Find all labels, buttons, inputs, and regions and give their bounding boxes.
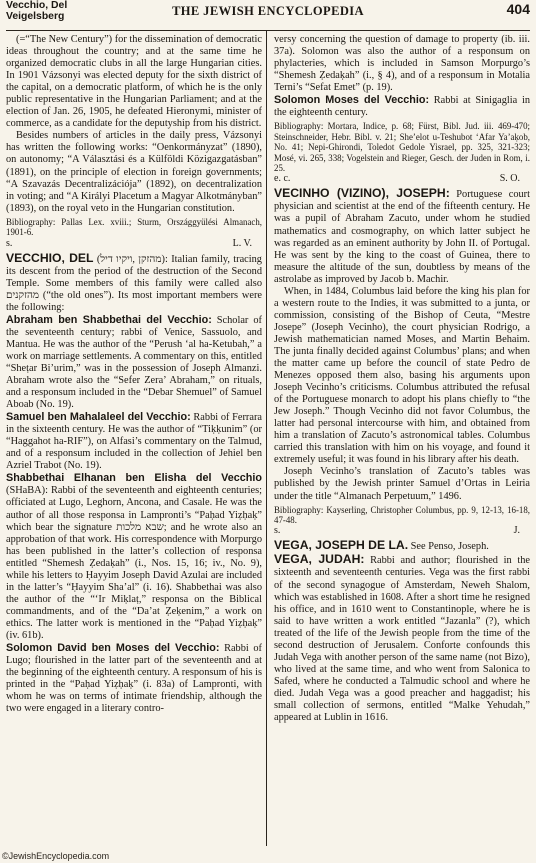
signature-initial: s.	[274, 525, 281, 537]
paragraph: Besides numbers of articles in the daily press, Vázsonyi has written the following works: “Oenkormányzat” (1890), on autonomy; “A Választási és a Külföldi Közigazgatásban” (1891), on the principle of election in foreign governments; “A Szavazás Decentralizációja” (1892), on decentralization in voting; and “A Királyi Placetum a Magyar Alkotmányban” (1893), on the royal veto in the Hungarian constitution.	[6, 130, 262, 214]
signature-author: L. V.	[232, 237, 252, 249]
signature-initial: e. c.	[274, 173, 291, 185]
paragraph: Joseph Vecinho’s translation of Zacuto’s tables was published by the Jewish printer Samuel d’Ortas in Leiria under the title “Almanach Perpetuum,” 1496.	[274, 466, 530, 502]
entry	[274, 539, 530, 553]
entry-title: VEGA, JUDAH:	[274, 552, 365, 567]
subentry	[6, 411, 262, 472]
paragraph: versy concerning the question of damage to property (ib. iii. 37a). Solomon was also the author of a responsum on phylacteries, which is included in Samson Morpurgo’s “Shemesh Ẓedaḳah” (i., § 4), and of a responsum in Motalia Terni’s “Sefat Emet” (p. 19).	[274, 34, 530, 94]
right-column	[274, 34, 530, 724]
subentry-title: Solomon Moses del Vecchio:	[274, 94, 430, 107]
signature-author: S. O.	[499, 173, 520, 185]
paragraph: (=“The New Century”) for the dissemination of democratic ideas throughout the country; and at the same time he organized democratic clubs in all the large Hungarian cities. In 1901 Vázsonyi was elected deputy for the sixth district of the capital, on a democratic platform, of which he is the only public representative in the Hungarian Parliament; and at the election of Jan. 26, 1905, he defeated Hieronymi, minister of commerce, as a candidate for the deputyship from his district.	[6, 34, 262, 130]
entry-text: : Italian family, tracing its descent from the period of the destruction of the Second Temple. Some members of this family were called also מהזקנים (“the old ones”). Its most important members were the following:	[6, 253, 262, 313]
left-column	[6, 34, 262, 715]
subentry-title: Abraham ben Shabbethai del Vecchio:	[6, 313, 212, 326]
entry-title: VECCHIO, DEL	[6, 250, 94, 265]
subentry-text: Rabbi at Sinigaglia in the eighteenth century.	[274, 95, 530, 119]
entry	[6, 252, 262, 314]
page-header	[6, 0, 530, 31]
subentry-text: Scholar of the seventeenth century; rabbi of Venice, Sassuolo, and Mantua. He was the author of the “Perush ‘al ha-Ketubah,” a work on marriage settlements. A commentary on this, entitled “Sheṭar Bi’urim,” was in the possession of Joseph Almanzi. Abraham wrote also the “Sefer Zera’ Abraham,” on rituals, and a responsum included in the “Debar Shemuel” of Samuel Aboab (No. 19).	[6, 314, 262, 411]
bibliography: Bibliography: Pallas Lex. xviii.; Sturm, Országgyülési Almanach, 1901-6.	[6, 216, 262, 238]
signature-line	[274, 173, 530, 185]
subentry-title: Samuel ben Mahalaleel del Vecchio:	[6, 411, 191, 424]
subentry-title: Solomon David ben Moses del Vecchio:	[6, 642, 220, 655]
subentry	[6, 314, 262, 411]
entry	[274, 187, 530, 285]
footer-watermark: ©JewishEncyclopedia.com	[2, 851, 110, 861]
bibliography: Bibliography: Mortara, Indice, p. 68; Fürst, Bibl. Jud. iii. 469-470; Steinschneider, Hebr. Bibl. v. 21; She’elot u-Teshubot ‘Afar Ya’aḳob, No. 41; Nepi-Ghirondi, Toledot Gedole Yisrael, pp. 325, 321-323; Mosé, vi. 265, 338; Vogelstein and Rieger, Gesch. der Juden in Rom, i. 25.	[274, 121, 530, 173]
running-head-line2: Veigelsberg	[6, 11, 65, 22]
signature-initial: s.	[6, 237, 13, 249]
entry-text: Portuguese court physician and scientist at the end of the fifteenth century. He was a pupil of Abraham Zacuto, under whom he studied mathematics and cosmography, on which latter subject he was regarded as an eminent authority by John II. of Portugal. He was sent by the king to the coast of Guinea, there to measure the altitude of the sun, doubtless by means of the astrolabe as improved by Jacob b. Machir.	[274, 189, 530, 285]
bibliography: Bibliography: Kayserling, Christopher Columbus, pp. 9, 12-13, 16-18, 47-48.	[274, 504, 530, 525]
paragraph: When, in 1484, Columbus laid before the king his plan for a western route to the Indies, it was submitted to a junta, or commission, consisting of the Bishop of Ceuta, “Mestre Josepe” (Joseph Vecinho), the court physician Rodrigo, a Jewish mathematician named Moses, and Martin Behaim. The junta finally decided against Columbus’ plans; and when the matter came up before the council of state Pedro de Menezes opposed them also, basing his arguments upon Joseph Vecinho’s criticisms. Columbus attributed the refusal of the Portuguese monarch to adopt his plans chiefly to “the Jew Joseph.” Though Vecinho did not favor Columbus, the latter had personal intercourse with him, and obtained from him a translation of Zacuto’s astronomical tables. Columbus carried this translation with him on his voyage, and found it extremely useful; it was found in his library after his death.	[274, 285, 530, 466]
subentry-text: Rabbi of Ferrara in the sixteenth century. He was the author of “Tiḳḳunim” (or “Haggahot ha-RIF”), on Alfasi’s commentary on the Talmud, and of a responsum included in the collection of Jehiel ben Azriel Trabot (No. 19).	[6, 412, 262, 472]
entry-title: VECINHO (VIZINO), JOSEPH:	[274, 186, 450, 201]
subentry	[6, 472, 262, 642]
entry-title: VEGA, JOSEPH DE LA.	[274, 538, 409, 553]
running-head-line1: Vecchio, Del	[6, 0, 68, 11]
subentry-title: Shabbethai Elhanan ben Elisha del Vecchio	[6, 472, 262, 485]
subentry-text: (SHaBA): Rabbi of the seventeenth and eighteenth centuries; officiated at Lugo, Leghorn, Ancona, and Casale. He was the author of all those responsa in Lampronti’s “Paḥad Yiẓḥaḳ” which bear the signature שבא מלכות; and he wrote also an approbation of that work. His correspondence with Morpurgo has been published in the latter’s collection of responsa entitled “Shemesh Ẓedaḳah” (i., Nos. 15, 16; iv., No. 9), while his letters to Ḥayyim Joseph David Azulai are included in the latter’s “Ḥayyim Sha’al” (i. 16). Shabbethai was also the author of the “‘Ir Miḳlaṭ,” responsa on the Biblical commandments, and of the “Da’at Ẓeḳenim,” a work on ethics. The latter work is mentioned in the “Paḥad Yiẓḥaḳ” (iv. 61b).	[6, 485, 262, 641]
signature-line	[274, 525, 530, 537]
signature-author: J.	[513, 525, 520, 537]
subentry	[6, 642, 262, 715]
entry-hebrew: (מהזקן ,ויקיו דיל)	[96, 253, 165, 265]
entry-text: Rabbi and author; flourished in the sixteenth and seventeenth centuries. Vega was the first rabbi of the second synagogue of Amsterdam, Neweh Shalom, which was established in 1608. After a short time he resigned his office, and in 1610 went to Constantinople, where he is said to have written a work entitled “Jazanla” (?), which treated of the life of the Jewish people from the time of the second destruction of Jerusalem. Conforte confounds this Judah Vega with another person of the same name (not Bizo), who lived at the same time, and who went from Salonica to Safed, where he conducted a Talmudic school and where he died. Judah Vega was a good preacher and haggadist; his small collection of sermons, entitled “Malke Yehudah,” appeared at Lublin in 1616.	[274, 555, 530, 724]
publication-title: THE JEWISH ENCYCLOPEDIA	[172, 4, 364, 18]
subentry	[274, 94, 530, 119]
subentry-text: Rabbi of Lugo; flourished in the latter part of the seventeenth and at the beginning of the eighteenth century. A responsum of his is printed in the “Paḥad Yiẓḥaḳ” (i. 83a) of Lampronti, with whom he was on terms of intimate friendship, although the two were engaged in a literary contro-	[6, 643, 262, 715]
signature-line	[6, 238, 262, 250]
page-number: 404	[506, 1, 530, 17]
column-divider	[266, 31, 267, 846]
entry	[274, 553, 530, 724]
entry-text: See Penso, Joseph.	[408, 541, 489, 553]
